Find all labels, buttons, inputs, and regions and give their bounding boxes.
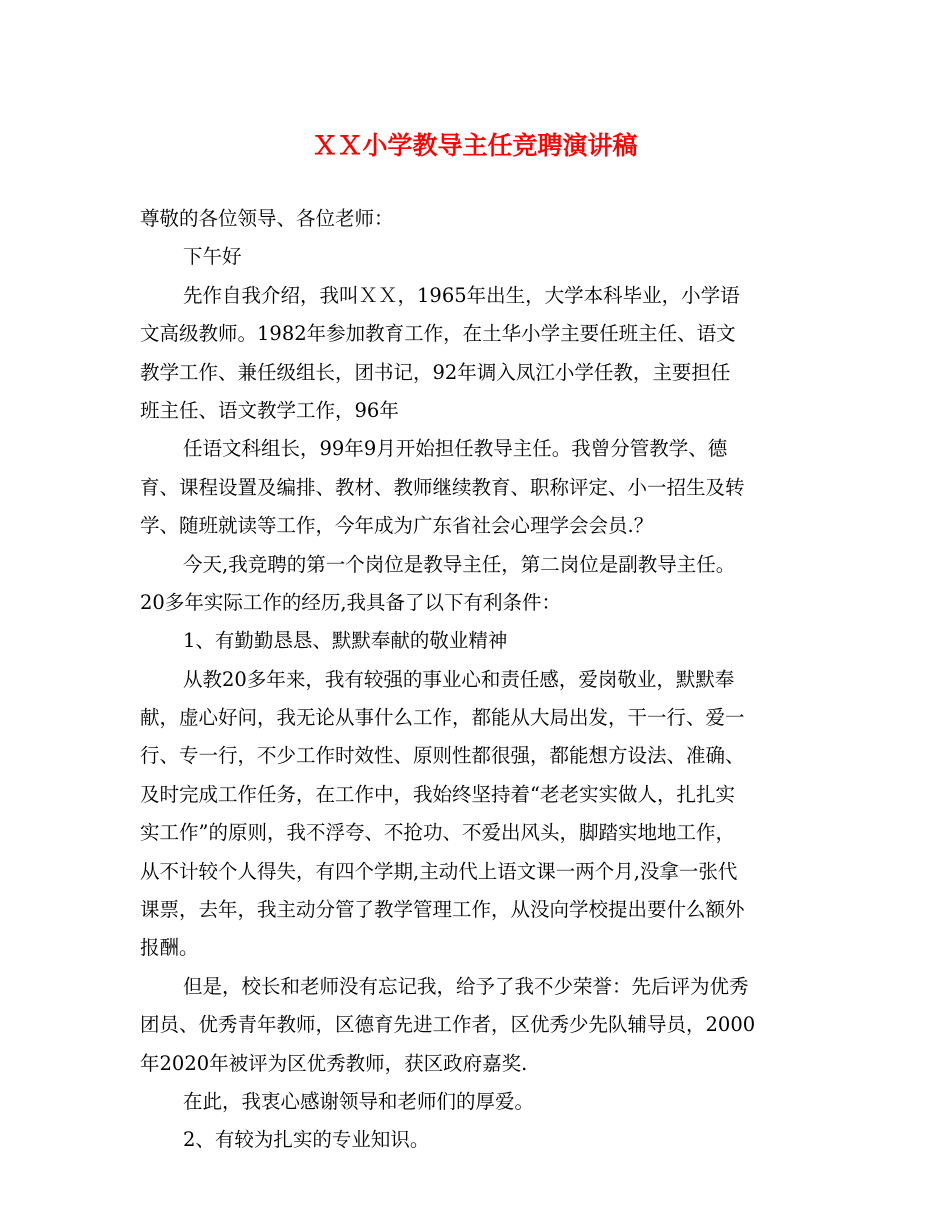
body-line: 实工作”的原则，我不浮夸、不抢功、不爱出风头，脚踏实地地工作，: [140, 821, 735, 845]
body-line: 行、专一行，不少工作时效性、原则性都很强，都能想方设法、准确、: [140, 744, 745, 768]
body-line: 及时完成工作任务，在工作中，我始终坚持着“老老实实做人，扎扎实: [140, 782, 735, 806]
body-line: 但是，校长和老师没有忘记我，给予了我不少荣誉：先后评为优秀: [183, 974, 749, 998]
document-title: ＸＸ小学教导主任竞聘演讲稿: [312, 131, 638, 160]
body-line: 班主任、语文教学工作，96年: [140, 398, 399, 422]
body-line: 尊敬的各位领导、各位老师：: [140, 207, 394, 230]
body-line: 团员、优秀青年教师，区德育先进工作者，区优秀少先队辅导员，2000: [140, 1013, 756, 1037]
body-line: 2、有较为扎实的专业知识。: [183, 1128, 430, 1152]
body-line: 今天,我竞聘的第一个岗位是教导主任，第二岗位是副教导主任。: [183, 552, 736, 576]
document-body: [140, 200, 820, 1160]
body-line: 先作自我介绍，我叫ＸＸ，1965年出生，大学本科毕业，小学语: [183, 283, 740, 307]
body-line: 任语文科组长，99年9月开始担任教导主任。我曾分管教学、德: [183, 437, 728, 461]
body-line: 1、有勤勤恳恳、默默奉献的敬业精神: [183, 629, 508, 653]
body-line: 育、课程设置及编排、教材、教师继续教育、职称评定、小一招生及转: [140, 475, 745, 499]
body-line: 课票，去年，我主动分管了教学管理工作，从没向学校提出要什么额外: [140, 898, 745, 922]
body-line: 从不计较个人得失，有四个学期,主动代上语文课一两个月,没拿一张代: [140, 859, 738, 883]
body-line: 学、随班就读等工作，今年成为广东省社会心理学会会员.？: [140, 514, 654, 538]
body-line: 从教20多年来，我有较强的事业心和责任感，爱岗敬业，默默奉: [183, 667, 735, 691]
body-line: 教学工作、兼任级组长，团书记，92年调入凤江小学任教，主要担任: [140, 360, 731, 384]
body-line: 年2020年被评为区优秀教师，获区政府嘉奖.: [140, 1051, 528, 1075]
body-line: 20多年实际工作的经历,我具备了以下有利条件：: [140, 590, 562, 614]
body-line: 报酬。: [140, 936, 199, 960]
body-line: 在此，我衷心感谢领导和老师们的厚爱。: [183, 1089, 535, 1113]
body-line: 献，虚心好问，我无论从事什么工作，都能从大局出发，干一行、爱一: [140, 706, 745, 730]
body-line: 下午好: [183, 245, 242, 269]
body-line: 文高级教师。1982年参加教育工作，在土华小学主要任班主任、语文: [140, 322, 736, 346]
